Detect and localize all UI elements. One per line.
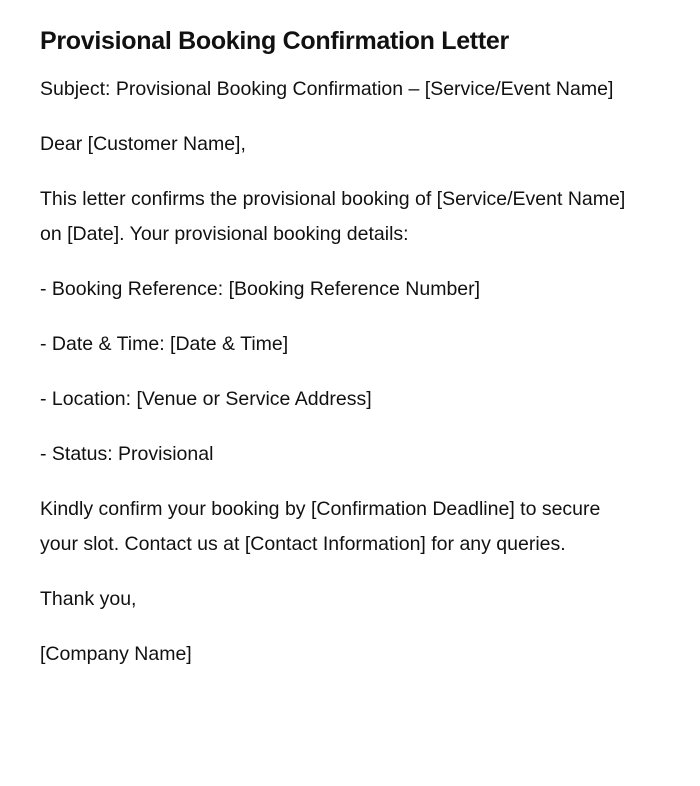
greeting: Dear [Customer Name], bbox=[40, 133, 246, 155]
letter-title: Provisional Booking Confirmation Letter bbox=[40, 27, 509, 55]
closing: Thank you, bbox=[40, 588, 137, 610]
body-paragraph: Kindly confirm your booking by [Confirmation Deadline] to secure your slot. Contact us at [Contact Information] for any queries. bbox=[40, 498, 601, 555]
detail-date-time: - Date & Time: [Date & Time] bbox=[40, 333, 289, 355]
signature: [Company Name] bbox=[40, 643, 192, 665]
detail-status: - Status: Provisional bbox=[40, 443, 214, 465]
subject-line: Subject: Provisional Booking Confirmation – [Service/Event Name] bbox=[40, 78, 614, 100]
detail-booking-reference: - Booking Reference: [Booking Reference Number] bbox=[40, 278, 481, 300]
intro-paragraph: This letter confirms the provisional booking of [Service/Event Name] on [Date]. Your provisional booking details: bbox=[40, 188, 626, 245]
detail-location: - Location: [Venue or Service Address] bbox=[40, 388, 372, 410]
